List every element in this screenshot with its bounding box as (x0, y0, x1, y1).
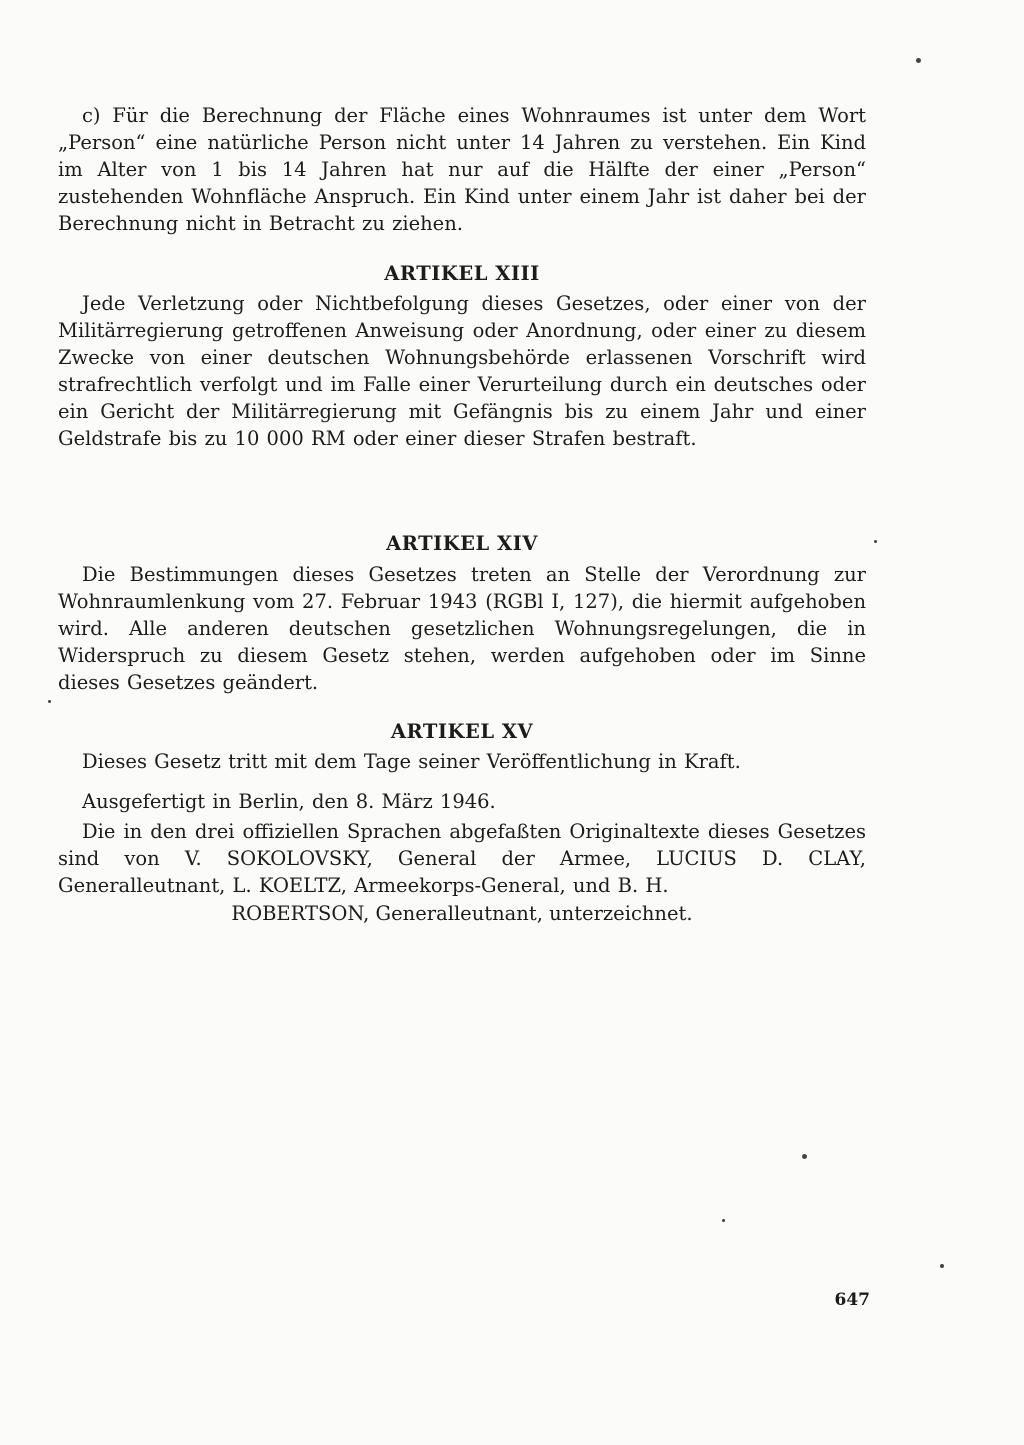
section-c-text: c) Für die Berechnung der Fläche eines Wohnraumes ist unter dem Wort „Person“ eine natürliche Person nicht unter 14 Jahren zu verstehen. Ein Kind im Alter von 1 bis 14 Jahren hat nur auf die Hälfte der einer „Person“ zustehenden Wohnfläche Anspruch. Ein Kind unter einem Jahr ist daher bei der Berechnung nicht in Betracht zu ziehen. (58, 104, 866, 235)
artikel-13-heading: ARTIKEL XIII (384, 262, 540, 285)
scan-speck (48, 700, 51, 703)
closing-signatures-text: Die in den drei offiziellen Sprachen abgefaßten Originaltexte dieses Gesetzes sind von V. SOKOLOVSKY, General der Armee, LUCIUS D. CLAY, Generalleutnant, L. KOELTZ, Armeekorps-General, und B. H. (58, 820, 866, 897)
scan-speck (722, 1219, 725, 1222)
section-c (58, 102, 866, 237)
closing-signatures (58, 818, 866, 899)
scan-speck (802, 1154, 807, 1159)
closing-signatures-last-line: ROBERTSON, Generalleutnant, unterzeichnet. (231, 902, 693, 925)
artikel-15 (58, 748, 866, 775)
scan-speck (874, 540, 877, 543)
scan-speck (940, 1264, 944, 1268)
artikel-15-heading: ARTIKEL XV (390, 720, 534, 743)
closing-date-line: Ausgefertigt in Berlin, den 8. März 1946. (82, 790, 496, 813)
artikel-13 (58, 290, 866, 452)
artikel-13-text: Jede Verletzung oder Nichtbefolgung dieses Gesetzes, oder einer von der Militärregierung getroffenen Anweisung oder Anordnung, oder einer zu diesem Zwecke von einer deutschen Wohnungsbehörde erlassenen Vorschrift wird strafrechtlich verfolgt und im Falle einer Verurteilung durch ein deutsches oder ein Gericht der Militärregierung mit Gefängnis bis zu einem Jahr und einer Geldstrafe bis zu 10 000 RM oder einer dieser Strafen bestraft. (58, 292, 866, 450)
artikel-14-heading: ARTIKEL XIV (386, 532, 538, 555)
scan-speck (916, 58, 921, 63)
artikel-15-text: Dieses Gesetz tritt mit dem Tage seiner Veröffentlichung in Kraft. (82, 750, 741, 773)
page-number: 647 (834, 1290, 870, 1310)
closing-date (58, 788, 866, 815)
artikel-14-text: Die Bestimmungen dieses Gesetzes treten an Stelle der Verordnung zur Wohnraumlenkung vom 27. Februar 1943 (RGBl I, 127), die hiermit aufgehoben wird. Alle anderen deutschen gesetzlichen Wohnungsregelungen, die in Widerspruch zu diesem Gesetz stehen, werden aufgehoben oder im Sinne dieses Gesetzes geändert. (58, 563, 866, 694)
artikel-14 (58, 561, 866, 696)
